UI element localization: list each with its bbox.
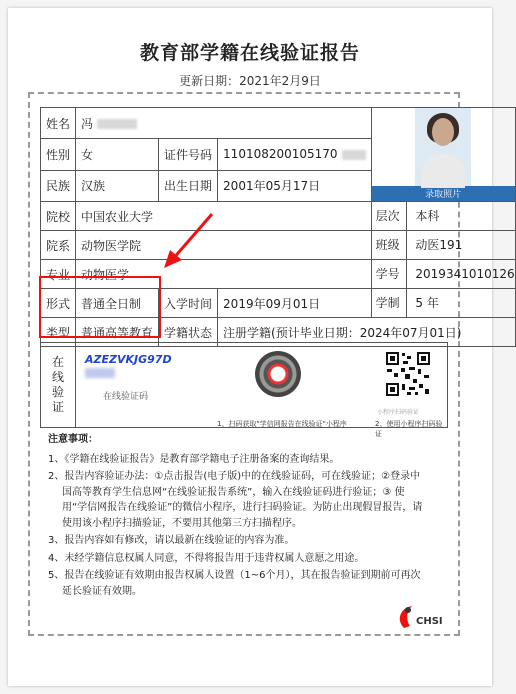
major-label: 专业 [41,260,76,289]
highlight-arrow-icon [160,210,220,270]
note-item: 1、《学籍在线验证报告》是教育部学籍电子注册备案的查询结果。 [48,453,340,465]
form-value: 普通全日制 [76,289,159,318]
student-no-cell [371,260,515,289]
qr-step-text: 2、使用小程序扫码验证 [375,420,443,438]
gender-label: 性别 [41,139,76,170]
student-photo [415,108,471,186]
note-item: 2、报告内容验证办法：①点击报告(电子版)中的在线验证码，可在线验证；②登录中国高等教育学生信息网“在线验证报告系统”，输入在线验证码进行验证；③ 使用“学信网报告在线验证”的微信小程序，进行扫码验证。为防止出现假冒报告，请使用该小程序扫描验证，不要用其他第三方扫描程序。 [48,471,423,529]
form-label: 形式 [41,289,76,318]
qr-hint: 小程序扫码验证 [377,409,420,416]
wx-step-text: 1、扫码获取"学信网报告在线验证"小程序 [217,420,347,428]
name-value: 冯 [76,108,372,139]
system-cell [371,289,515,318]
school-value: 中国农业大学 [76,202,372,231]
level-label: 层次 [372,202,407,230]
system-value: 5 年 [415,296,439,310]
school-label: 院校 [41,202,76,231]
highlight-box [39,276,161,338]
ethnicity-value: 汉族 [76,170,159,201]
type-label: 类型 [41,318,76,347]
enroll-value: 2019年09月01日 [218,289,372,318]
note-item: 3、报告内容如有修改，请以最新在线验证的内容为准。 [48,535,295,546]
note-item: 5、报告在线验证有效期由报告权属人设置（1~6个月），其在报告验证到期前可再次延长验证有效期。 [48,570,421,597]
level-cell [371,202,515,231]
ethnicity-label: 民族 [41,170,76,201]
student-no-value: 2019341010126 [415,267,515,281]
class-label: 班级 [372,231,407,259]
student-no-label: 学号 [372,260,407,288]
online-verify-section [40,342,448,438]
system-label: 学制 [372,289,407,317]
id-value: 110108200105170 [218,139,372,170]
note-item: 4、未经学籍信息权属人同意，不得将报告用于违背权属人意愿之用途。 [48,552,365,564]
status-value: 注册学籍(预计毕业日期：2024年07月01日) [218,318,516,347]
qr-code-icon[interactable] [385,351,431,397]
verify-code-link[interactable]: AZEZVKJG97D [85,353,185,375]
name-label: 姓名 [41,108,76,139]
update-date: 更新日期：2021年2月9日 [179,74,321,88]
type-value: 普通高等教育 [76,318,159,347]
wechat-miniprogram-code-icon[interactable] [255,351,301,397]
verify-label: 在 线 验 证 [41,343,76,427]
class-value: 动医191 [415,238,463,252]
id-label: 证件号码 [159,139,218,170]
gender-value: 女 [76,139,159,170]
birth-value: 2001年05月17日 [218,170,372,201]
class-cell [371,231,515,260]
major-value: 动物医学 [76,260,372,289]
notes-section [48,432,428,601]
photo-caption: 录取照片 [372,186,515,201]
birth-label: 出生日期 [159,170,218,201]
verify-code-caption: 在线验证码 [103,392,149,402]
department-label: 院系 [41,231,76,260]
enroll-label: 入学时间 [159,289,218,318]
status-label: 学籍状态 [159,318,218,347]
department-value: 动物医学院 [76,231,372,260]
notes-heading: 注意事项： [48,434,98,445]
report-title: 教育部学籍在线验证报告 [139,42,360,64]
photo-cell [371,108,515,202]
chsi-logo-text: CHSI [416,616,443,627]
level-value: 本科 [415,209,440,223]
